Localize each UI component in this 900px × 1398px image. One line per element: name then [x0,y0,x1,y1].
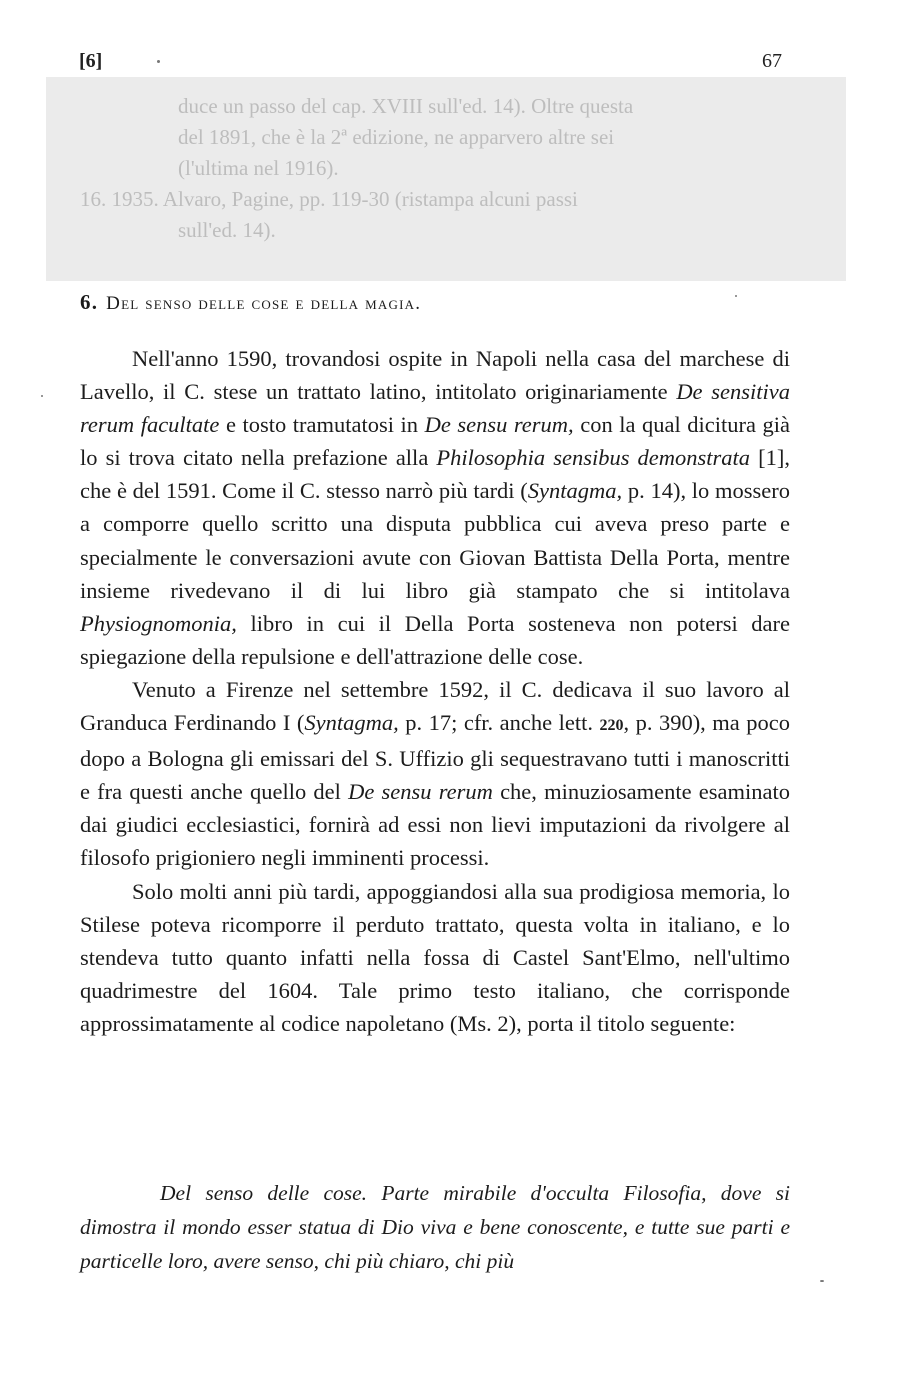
body-text [80,342,790,1040]
faded-line-3: (l'ultima nel 1916). [178,156,339,180]
faded-line-5: sull'ed. 14). [178,218,276,242]
p1-text: [1], che è del 1591. Come il C. stesso narrò più tardi ( [80,445,790,504]
p2-title-2: De sensu rerum [348,779,493,805]
print-speck [820,1280,824,1282]
quoted-title: Del senso delle cose. Parte mirabile d'occulta Filosofia, dove si dimostra il mondo esser statua di Dio viva e bene conoscente, e tutte sue parti e particelle loro, avere senso, chi più chiaro, chi più [80,1181,790,1273]
print-speck [41,395,43,397]
p1-text: p. 14), lo mossero a comporre quello scritto una disputa pubblica cui aveva preso parte e specialmente le conversazioni avute con Giovan Battista Della Porta, mentre insieme rivedevano il di lui libro già stampato che si intitolava [80,478,791,603]
paragraph-1 [80,342,790,673]
paragraph-3: Solo molti anni più tardi, appoggiandosi alla sua prodigiosa memoria, lo Stilese poteva ricomporre il perduto trattato, questa volta in italiano, e lo stendeva tutto quanto infatti nella fossa di Castel Sant'Elmo, nell'ultimo quadrimestre del 1604. Tale primo testo italiano, che corrisponde approssimatamente al codice napoletano (Ms. 2), porta il titolo seguente: [80,878,790,1036]
p1-title-1: De sensitiva rerum facultate [80,379,790,438]
faded-line-1: duce un passo del cap. XVIII sull'ed. 14). Oltre questa [178,94,634,118]
print-speck [157,60,160,63]
p2-title-1: Syntagma, [304,710,399,736]
p1-text: Nell'anno 1590, trovandosi ospite in Napoli nella casa del marchese di Lavello, il C. stese un trattato latino, intitolato originariamente [80,346,790,405]
p1-text: con la qual dicitura già lo si trova citato nella prefazione alla [80,412,791,471]
p1-title-2: De sensu rerum, [424,412,574,438]
p2-text: che, minuziosamente esaminato dai giudici ecclesiastici, fornirà ad essi non lievi imputazioni da rivolgere al filosofo prigioniero negli imminenti processi. [80,779,790,871]
p1-text: libro in cui il Della Porta sosteneva non potersi dare spiegazione della repulsione e dell'attrazione delle cose. [80,610,790,669]
faded-previous-page-block [46,77,846,281]
faded-line-4: 16. 1935. Alvaro, Pagine, pp. 119-30 (ristampa alcuni passi [80,187,578,211]
p2-letter-number: 220 [599,717,624,735]
print-speck [735,295,737,297]
p1-text: e tosto tramutatosi in [219,412,425,438]
p2-text: Venuto a Firenze nel settembre 1592, il C. dedicava il suo lavoro al Granduca Ferdinando I ( [80,676,790,736]
faded-line-2: del 1891, che è la 2ª edizione, ne apparvero altre sei [178,125,615,149]
p2-text: p. 17; cfr. anche lett. [398,710,600,736]
page-number: 67 [762,50,782,72]
p1-title-3: Philosophia sensibus demonstrata [436,445,751,471]
section-heading [80,290,820,315]
page-number-bracket: [6] [79,50,103,72]
section-title: Del senso delle cose e della magia. [106,293,422,314]
p1-title-4: Syntagma, [527,478,623,504]
p1-title-5: Physiognomonia, [80,610,237,636]
section-number: 6. [80,290,99,314]
p2-text: , p. 390), ma poco dopo a Bologna gli emissari del S. Uffizio gli sequestravano tutti i manoscritti e fra questi anche quello del [80,710,790,805]
paragraph-2 [80,673,790,875]
